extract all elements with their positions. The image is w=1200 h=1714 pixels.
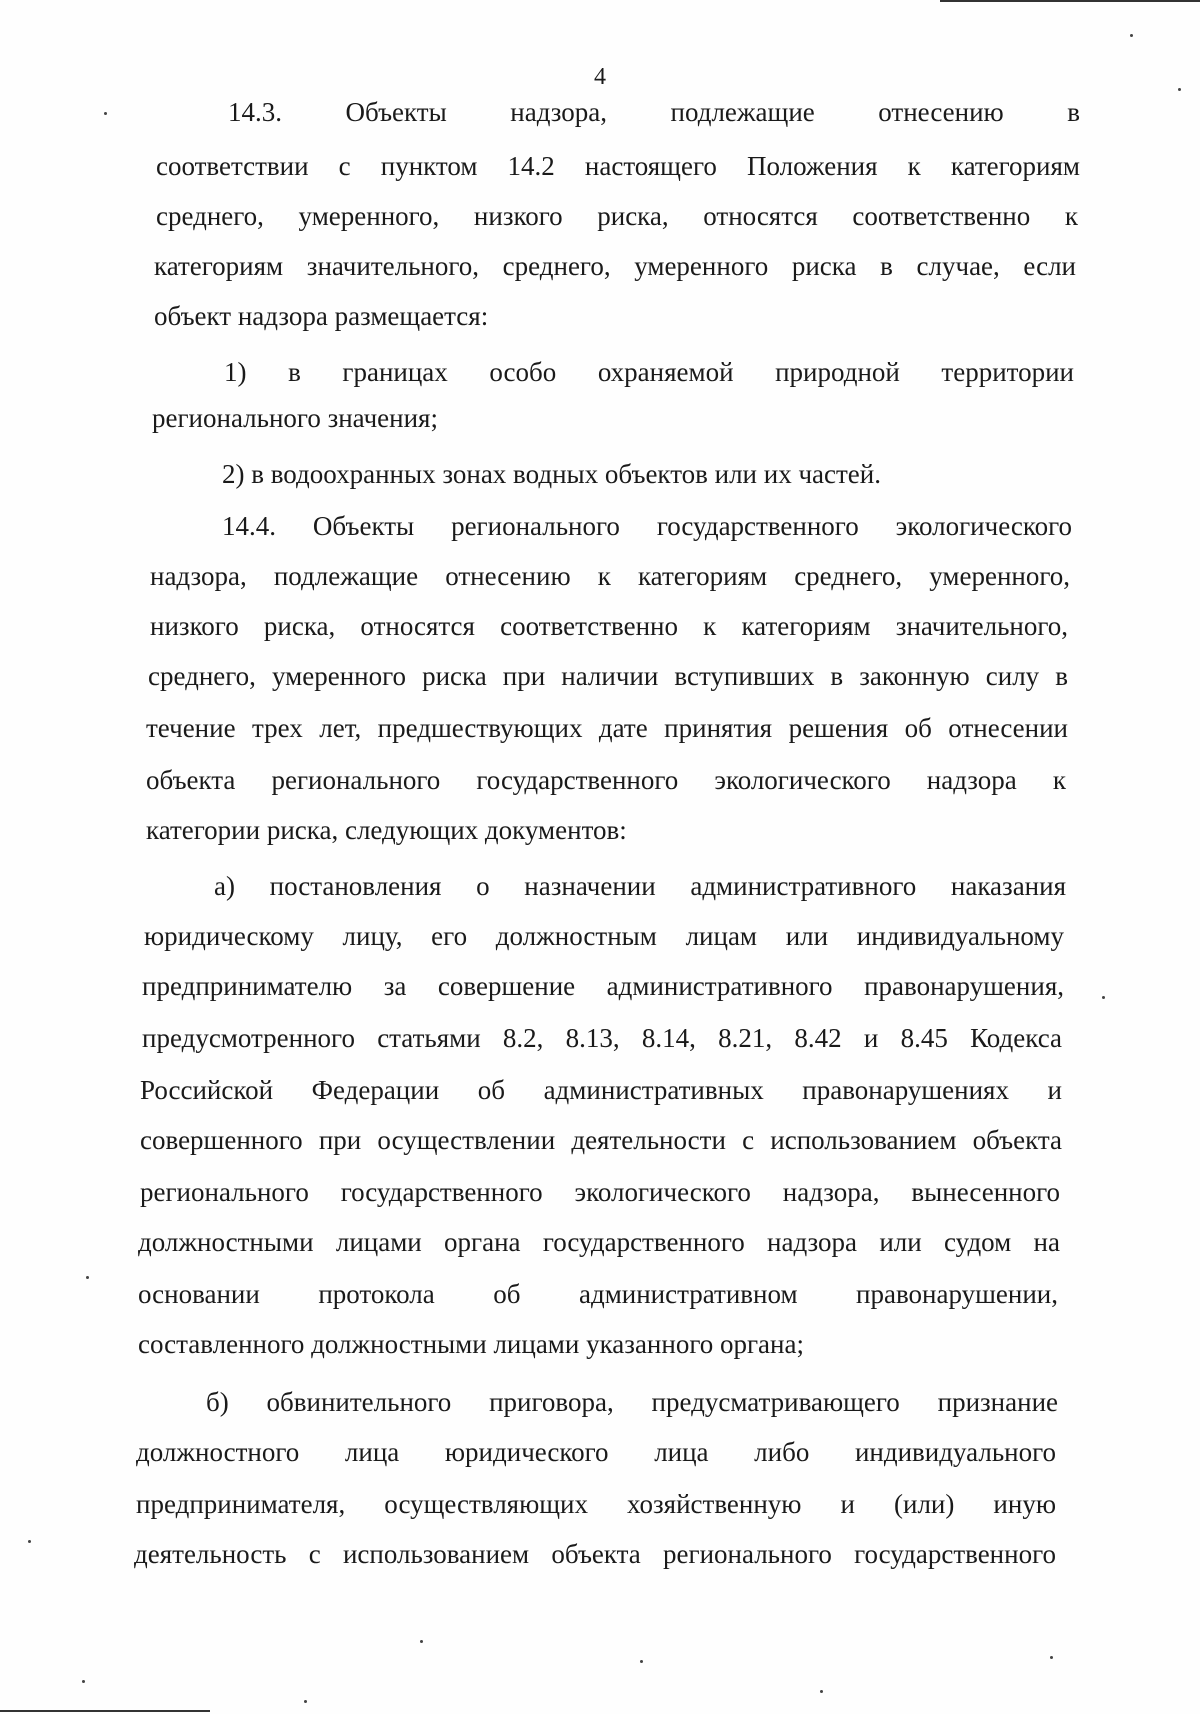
text-line: должностного лица юридического лица либо индивидуального — [136, 1437, 1056, 1467]
scan-speck — [28, 1540, 31, 1543]
text-line: совершенного при осуществлении деятельности с использованием объекта — [140, 1125, 1062, 1155]
text-line: 1) в границах особо охраняемой природной территории — [224, 357, 1074, 387]
scan-speck — [1130, 34, 1133, 37]
text-line: Российской Федерации об административных правонарушениях и — [140, 1075, 1062, 1105]
scan-speck — [640, 1660, 643, 1663]
scan-speck — [82, 1680, 85, 1683]
text-line: категориям значительного, среднего, умеренного риска в случае, если — [154, 251, 1076, 281]
text-line: предпринимателя, осуществляющих хозяйственную и (или) иную — [136, 1489, 1056, 1519]
text-line: категории риска, следующих документов: — [146, 815, 627, 845]
text-line: 2) в водоохранных зонах водных объектов или их частей. — [222, 459, 881, 489]
scan-speck — [1102, 996, 1105, 999]
text-line: предусмотренного статьями 8.2, 8.13, 8.14, 8.21, 8.42 и 8.45 Кодекса — [142, 1023, 1062, 1053]
text-line: течение трех лет, предшествующих дате принятия решения об отнесении — [146, 713, 1068, 743]
text-line: юридическому лицу, его должностным лицам или индивидуальному — [144, 921, 1064, 951]
text-line: регионального государственного экологического надзора, вынесенного — [140, 1177, 1060, 1207]
text-line: среднего, умеренного, низкого риска, относятся соответственно к — [156, 201, 1078, 231]
scan-edge-line — [940, 0, 1200, 2]
scan-speck — [86, 1276, 89, 1279]
text-line: составленного должностными лицами указанного органа; — [138, 1329, 804, 1359]
text-line: 14.3. Объекты надзора, подлежащие отнесению в — [228, 97, 1080, 127]
page-number: 4 — [594, 64, 606, 90]
scan-speck — [304, 1700, 307, 1703]
text-line: а) постановления о назначении административного наказания — [214, 871, 1066, 901]
text-line: 14.4. Объекты регионального государственного экологического — [222, 511, 1072, 541]
text-line: основании протокола об административном правонарушении, — [138, 1279, 1058, 1309]
scan-speck — [1178, 88, 1181, 91]
scan-speck — [104, 112, 107, 115]
text-line: низкого риска, относятся соответственно к категориям значительного, — [150, 611, 1068, 641]
text-line: надзора, подлежащие отнесению к категориям среднего, умеренного, — [150, 561, 1070, 591]
text-line: объекта регионального государственного экологического надзора к — [146, 765, 1066, 795]
scan-speck — [1050, 1656, 1053, 1659]
text-line: соответствии с пунктом 14.2 настоящего Положения к категориям — [156, 151, 1080, 181]
scan-speck — [420, 1640, 423, 1643]
scan-speck — [820, 1690, 823, 1693]
text-line: среднего, умеренного риска при наличии вступивших в законную силу в — [148, 661, 1068, 691]
text-line: объект надзора размещается: — [154, 301, 489, 331]
text-line: должностными лицами органа государственного надзора или судом на — [138, 1227, 1060, 1257]
text-line: деятельность с использованием объекта регионального государственного — [134, 1539, 1056, 1569]
scan-edge-line — [0, 1710, 210, 1712]
text-line: предпринимателю за совершение административного правонарушения, — [142, 971, 1064, 1001]
text-line: б) обвинительного приговора, предусматривающего признание — [206, 1387, 1058, 1417]
text-line: регионального значения; — [152, 403, 438, 433]
